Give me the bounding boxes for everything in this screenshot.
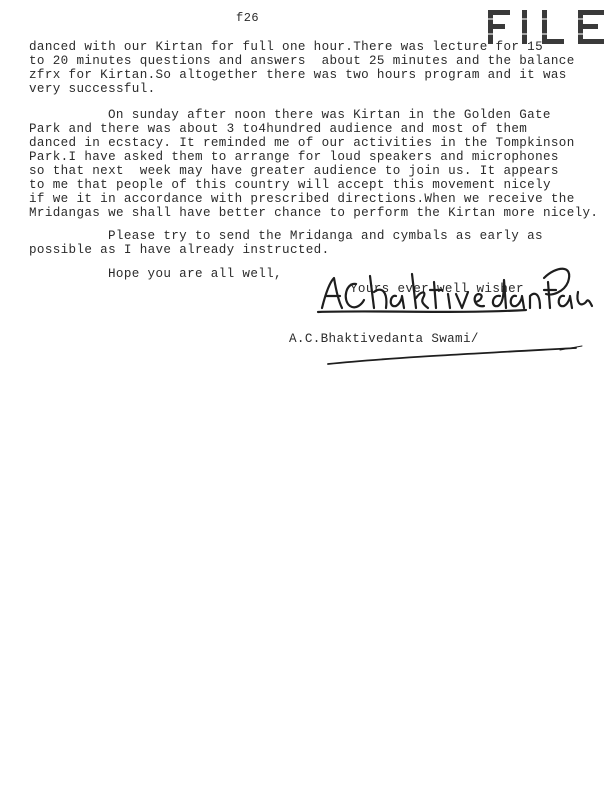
paragraph-2-line: Park.I have asked them to arrange for loud speakers and microphones [29,150,559,164]
signer-name: A.C.Bhaktivedanta Swami/ [289,332,479,346]
paragraph-2-line: Mridangas we shall have better chance to perform the Kirtan more nicely. [29,206,599,220]
closing-greeting: Hope you are all well, [108,267,282,281]
paragraph-2-line: On sunday after noon there was Kirtan in the Golden Gate [108,108,551,122]
paragraph-1-line: very successful. [29,82,156,96]
page-number: f26 [236,11,260,25]
paragraph-2-line: danced in ecstacy. It reminded me of our activities in the Tompkinson [29,136,575,150]
signature-underline [326,342,586,368]
paragraph-3-line: Please try to send the Mridanga and cymbals as early as [108,229,543,243]
paragraph-2-line: to me that people of this country will accept this movement nicely [29,178,551,192]
handwritten-signature [316,262,596,326]
paragraph-2-line: Park and there was about 3 to4hundred audience and most of them [29,122,528,136]
paragraph-2-line: if we it in accordance with prescribed directions.When we receive the [29,192,575,206]
paragraph-1-line: danced with our Kirtan for full one hour.There was lecture for 15 [29,40,543,54]
paragraph-1-line: zfrx for Kirtan.So altogether there was two hours program and it was [29,68,567,82]
valediction: Yours ever well wisher [350,282,524,296]
paragraph-3-line: possible as I have already instructed. [29,243,330,257]
paragraph-1-line: to 20 minutes questions and answers about 25 minutes and the balance [29,54,575,68]
paragraph-2-line: so that next week may have greater audience to join us. It appears [29,164,559,178]
